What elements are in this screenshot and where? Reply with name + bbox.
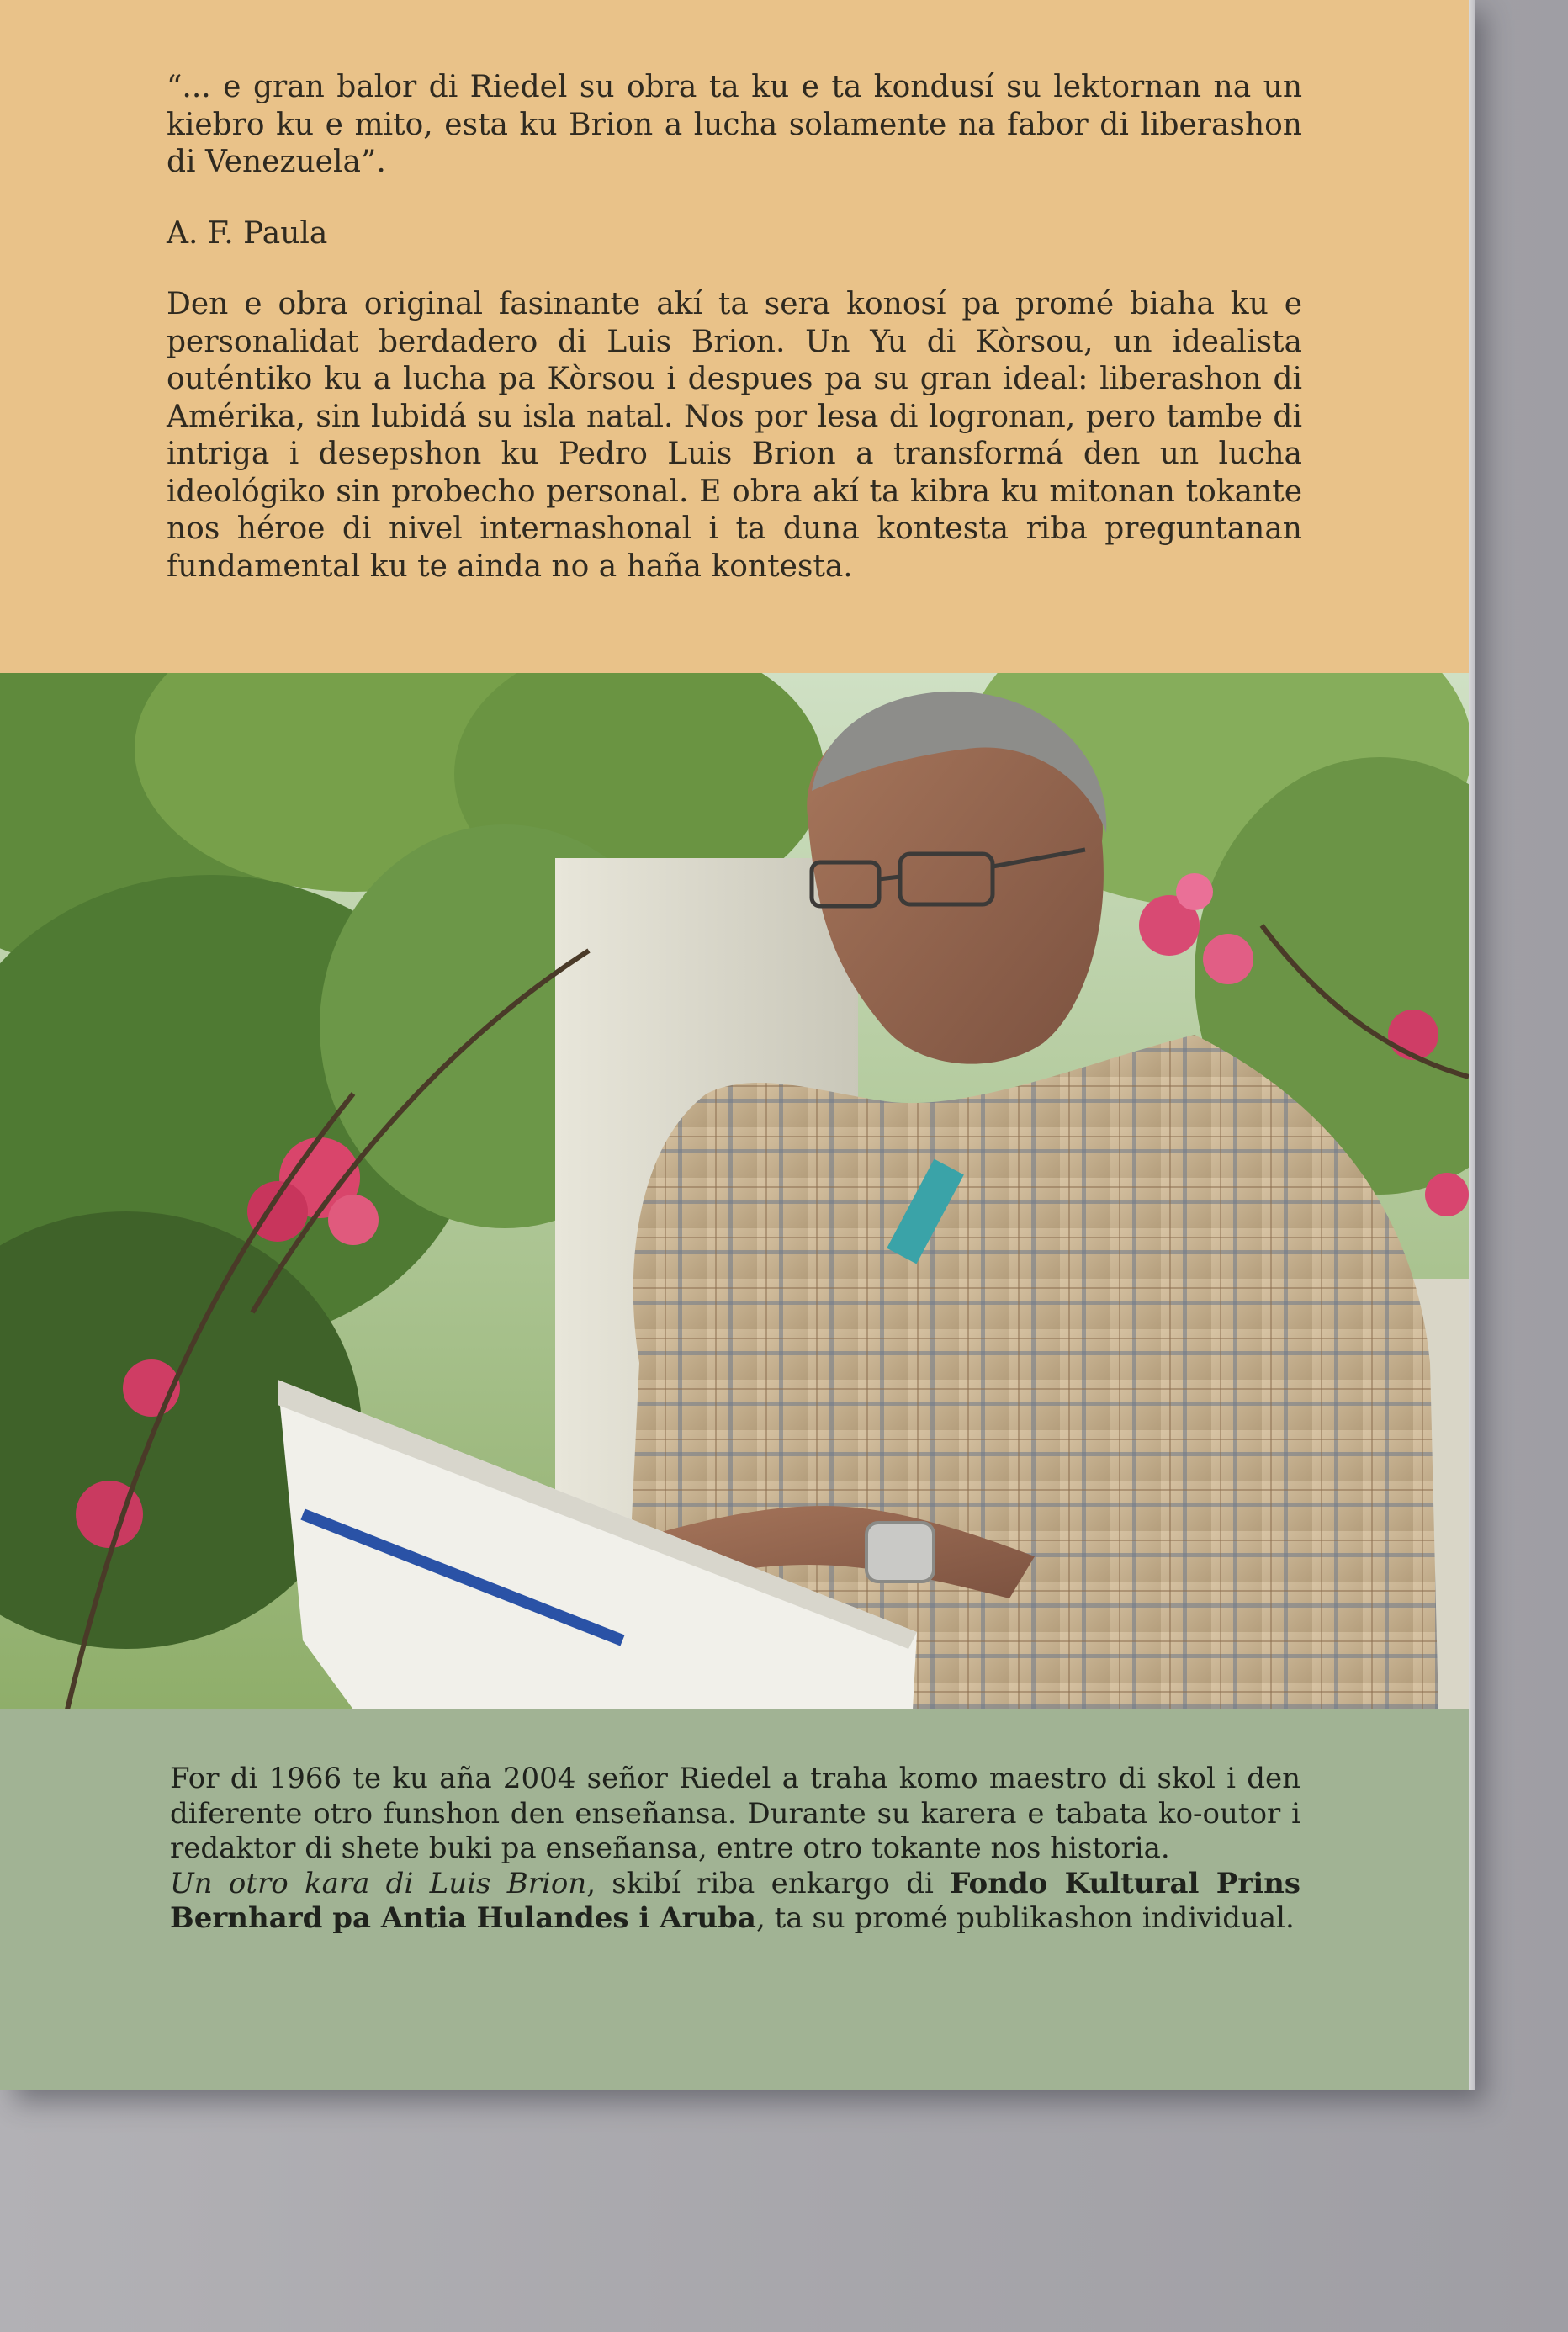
commission-text: , skibí riba enkargo di — [586, 1866, 951, 1900]
book-description: Den e obra original fasinante akí ta sera konosí pa promé biaha ku e personalidat berdadero di Luis Brion. Un Yu di Kòrsou, un idealista outéntiko ku a lucha pa Kòrsou i despues pa su gran ideal: liberashon di Amérika, sin lubidá su isla natal. Nos por lesa di logronan, pero tambe di intriga i desepshon ku Pedro Luis Brion a transformá den un lucha ideológiko sin probecho personal. E obra akí ta kibra ku mitonan tokante nos héroe di nivel internashonal i ta duna kontesta riba preguntanan fundamental ku te ainda no a haña kontesta. — [167, 287, 1302, 584]
top-text-block — [167, 69, 1302, 619]
cover-edge — [1469, 0, 1475, 2090]
publication-closing: , ta su promé publikashon individual. — [755, 1901, 1295, 1935]
quote-text: “... e gran balor di Riedel su obra ta ku e ta kondusí su lektornan na un kiebro ku e mito, esta ku Brion a lucha solamente na fabor di liberashon di Venezuela”. — [167, 70, 1302, 179]
quote-attribution: A. F. Paula — [167, 215, 328, 251]
book-title: Un otro kara di Luis Brion — [170, 1866, 587, 1900]
publication-note — [170, 1867, 1300, 1937]
bio-text-block — [170, 1762, 1300, 1937]
author-photo — [0, 673, 1469, 1709]
bottom-text-panel — [0, 1709, 1469, 2090]
top-text-panel — [0, 0, 1469, 673]
publisher-name: Fondo Kultural Prins Bernhard pa Antia Hulandes i Aruba — [170, 1866, 1300, 1935]
bio-paragraph: For di 1966 te ku aña 2004 señor Riedel a traha komo maestro di skol i den diferente otro funshon den enseñansa. Durante su karera e tabata ko-outor i redaktor di shete buki pa enseñansa, entre otro tokante nos historia. — [170, 1762, 1300, 1865]
